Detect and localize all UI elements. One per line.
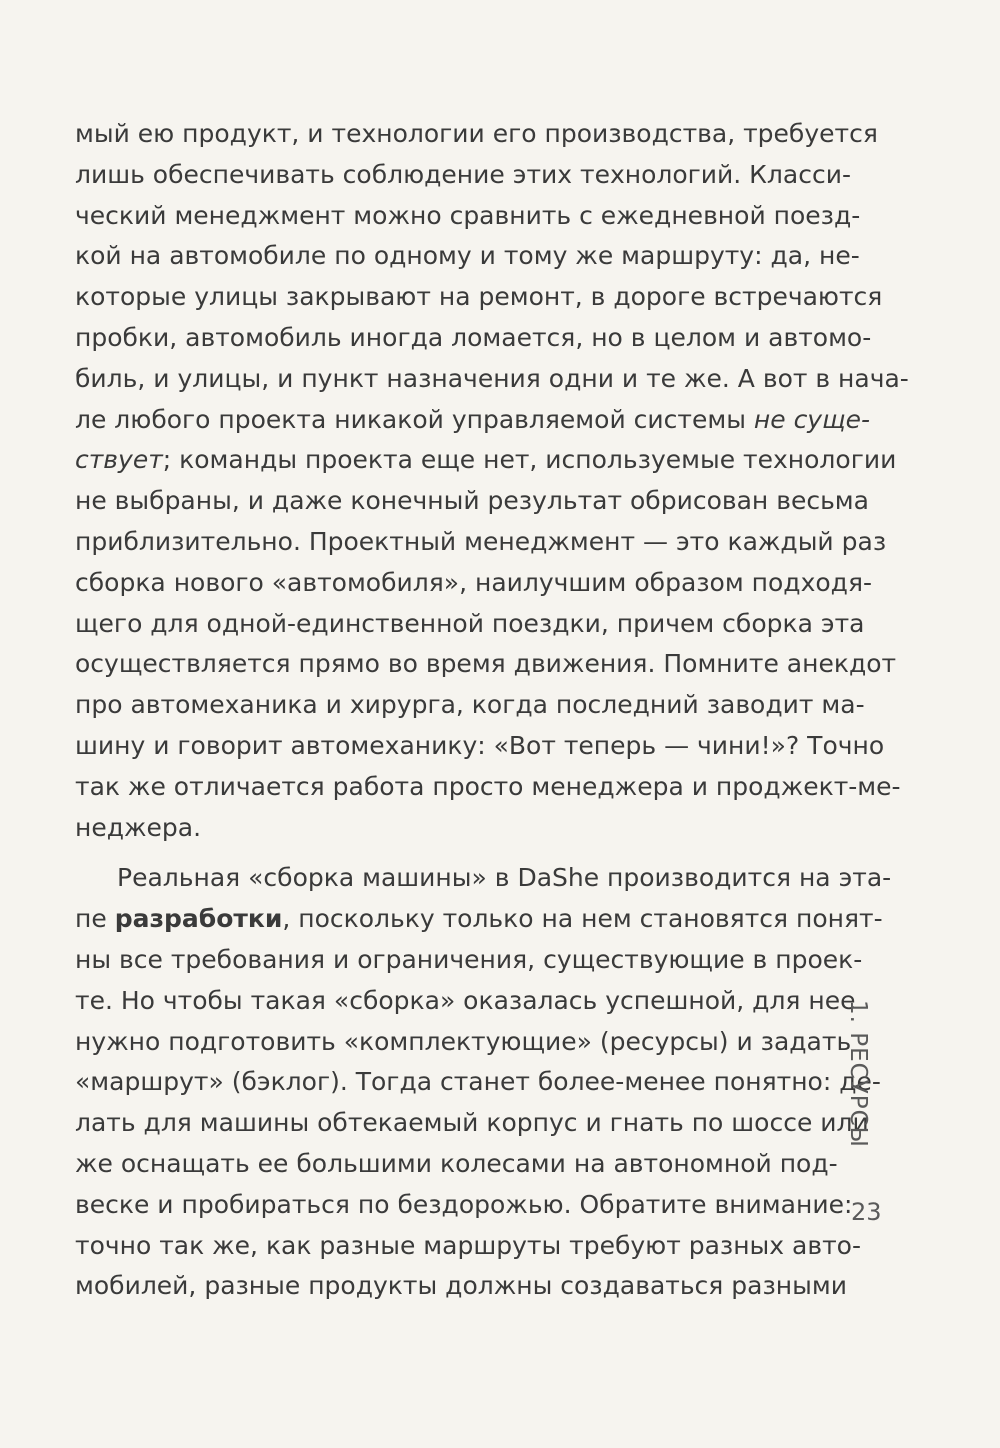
text-line: биль, и улицы, и пункт назначения одни и те же. А вот в нача- xyxy=(75,363,909,393)
text-run: ле любого проекта никакой управляемой системы xyxy=(75,404,754,434)
bold-text: разработки xyxy=(114,904,283,934)
page-number: 23 xyxy=(851,1198,882,1226)
text-line: лишь обеспечивать соблюдение этих технологий. Класси- xyxy=(75,159,851,189)
text-line: пробки, автомобиль иногда ломается, но в целом и автомо- xyxy=(75,322,872,352)
emphasis-text: не суще- xyxy=(753,404,871,434)
text-line: Реальная «сборка машины» в DaShe производится на эта- xyxy=(117,863,892,893)
text-line: лать для машины обтекаемый корпус и гнать по шоссе или xyxy=(75,1108,869,1138)
text-line: ны все требования и ограничения, существующие в проек- xyxy=(75,944,863,974)
text-line: не выбраны, и даже конечный результат обрисован весьма xyxy=(75,486,869,516)
text-line: которые улицы закрывают на ремонт, в дороге встречаются xyxy=(75,282,883,312)
text-line: про автомеханика и хирурга, когда последний заводит ма- xyxy=(75,690,865,720)
paragraph-gap xyxy=(75,848,815,858)
text-line: «маршрут» (бэклог). Тогда станет более-менее понятно: де- xyxy=(75,1067,881,1097)
text-line: кой на автомобиле по одному и тому же маршруту: да, не- xyxy=(75,241,860,271)
text-line: приблизительно. Проектный менеджмент — это каждый раз xyxy=(75,526,887,556)
text-line xyxy=(75,400,871,441)
text-run: , поскольку только на нем становятся понят- xyxy=(282,904,883,934)
text-line: ческий менеджмент можно сравнить с ежедневной поезд- xyxy=(75,200,861,230)
text-line: мый ею продукт, и технологии его производства, требуется xyxy=(75,119,878,148)
text-line: точно так же, как разные маршруты требуют разных авто- xyxy=(75,1230,861,1260)
text-line: так же отличается работа просто менеджера и проджект-ме- xyxy=(75,771,901,801)
emphasis-text: ствует xyxy=(75,445,163,475)
text-run: пе xyxy=(75,904,115,934)
text-line: осуществляется прямо во время движения. Помните анекдот xyxy=(75,649,897,679)
text-line: сборка нового «автомобиля», наилучшим образом подходя- xyxy=(75,567,873,597)
text-line: веске и пробираться по бездорожью. Обратите внимание: xyxy=(75,1189,853,1219)
text-line xyxy=(75,440,897,481)
text-line: мобилей, разные продукты должны создаваться разными xyxy=(75,1271,847,1301)
running-head: 1. РЕСУРСЫ xyxy=(845,1000,871,1148)
text-run: ; команды проекта еще нет, используемые технологии xyxy=(162,445,897,475)
text-line: шину и говорит автомеханику: «Вот теперь — чини!»? Точно xyxy=(75,730,885,760)
text-line xyxy=(75,899,883,940)
text-line: те. Но чтобы такая «сборка» оказалась успешной, для нее xyxy=(75,985,856,1015)
text-line: же оснащать ее большими колесами на автономной под- xyxy=(75,1148,838,1178)
text-line: неджера. xyxy=(75,812,202,842)
text-line: щего для одной-единственной поездки, причем сборка эта xyxy=(75,608,865,638)
text-line: нужно подготовить «комплектующие» (ресурсы) и задать xyxy=(75,1026,852,1056)
